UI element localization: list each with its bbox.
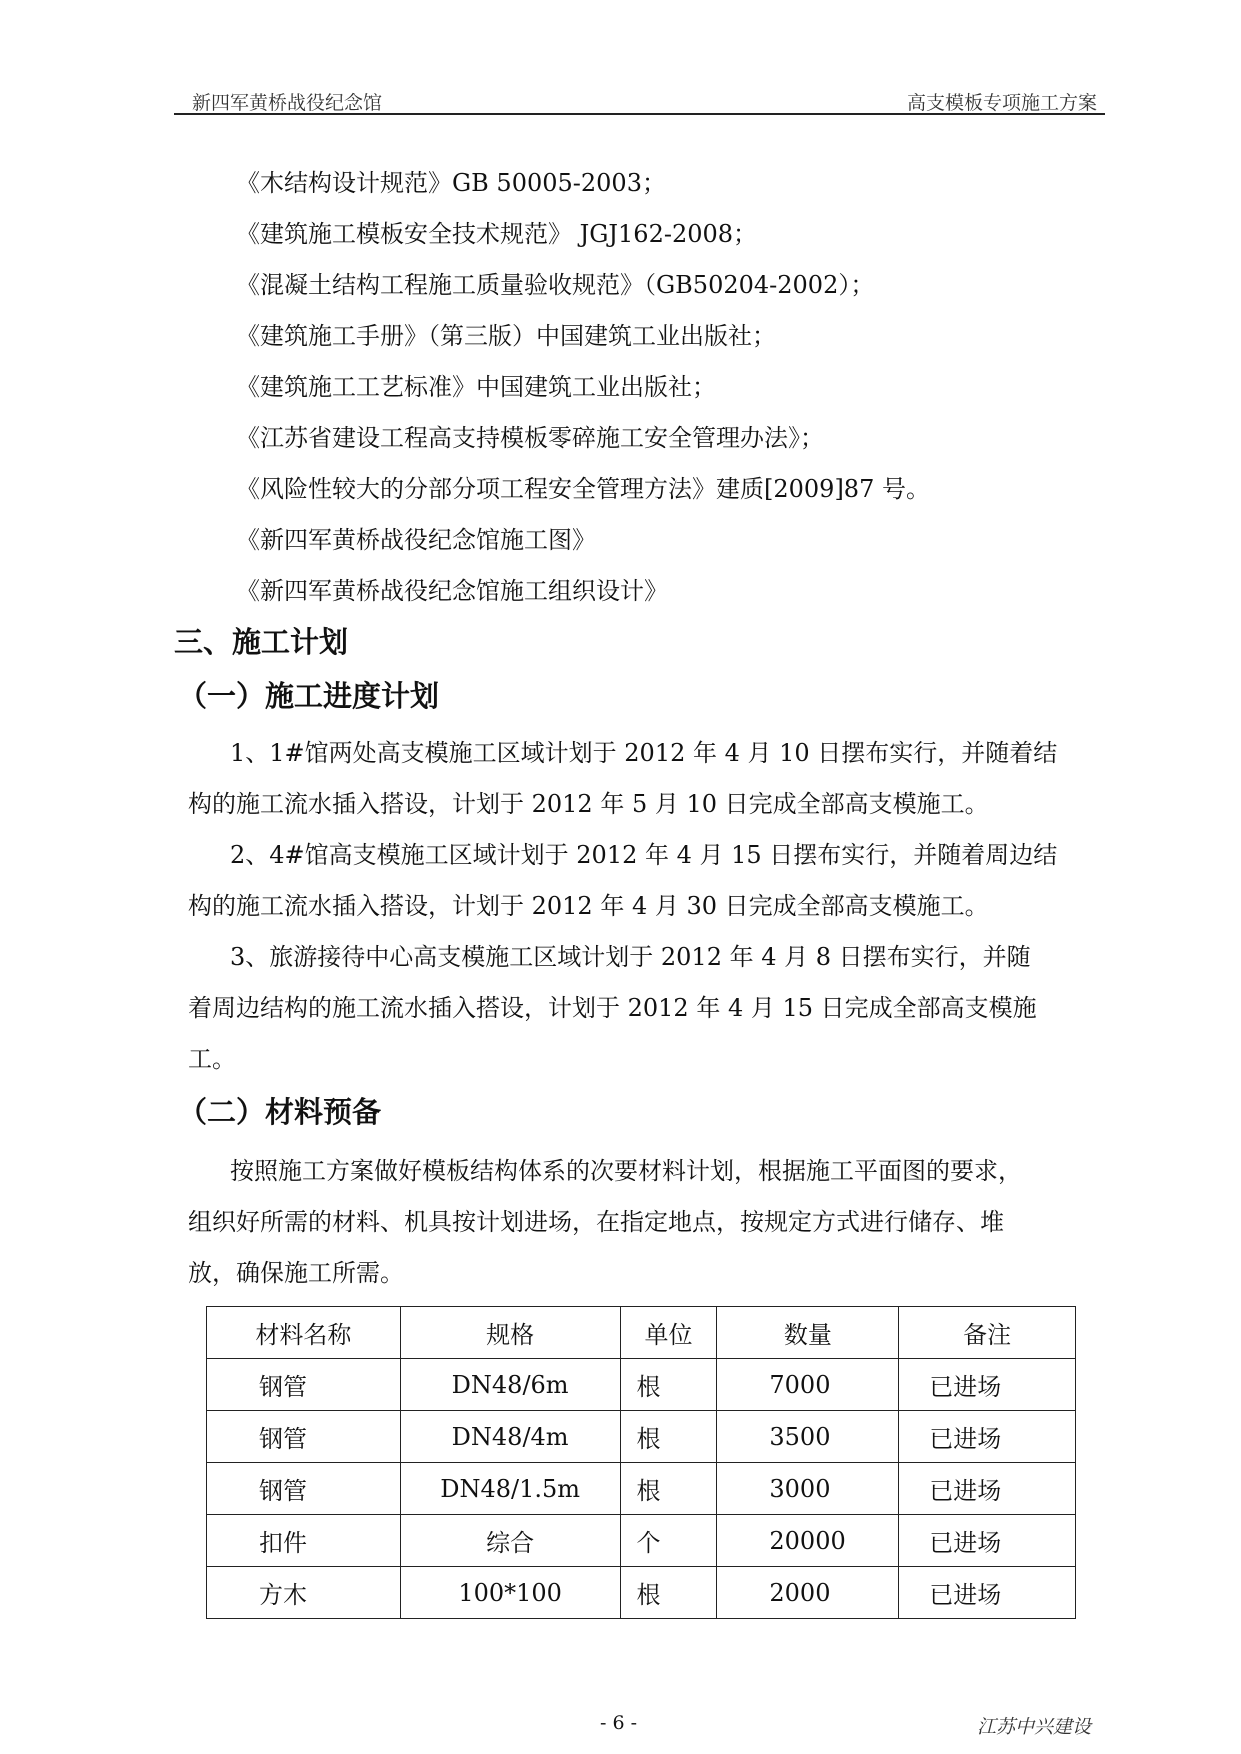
table-cell: 20000: [717, 1515, 899, 1567]
header-document-title: 高支模板专项施工方案: [906, 92, 1097, 114]
table-cell: 方木: [207, 1567, 401, 1619]
table-cell: 根: [620, 1411, 717, 1463]
table-cell: DN48/1.5m: [400, 1463, 620, 1515]
reference-item: 《新四军黄桥战役纪念馆施工组织设计》: [236, 577, 668, 605]
table-cell: 2000: [717, 1567, 899, 1619]
paragraph-line: 3、旅游接待中心高支模施工区域计划于 2012 年 4 月 8 日摆布实行，并随: [230, 943, 1031, 971]
table-cell: 钢管: [207, 1359, 401, 1411]
schedule-item-2: [188, 830, 1103, 932]
table-row: [207, 1463, 1076, 1515]
table-cell: 钢管: [207, 1463, 401, 1515]
section-heading: 三、施工计划: [174, 625, 349, 659]
page-number: - 6 -: [600, 1712, 638, 1734]
table-cell: 已进场: [899, 1567, 1076, 1619]
column-header: 备注: [899, 1307, 1076, 1359]
table-cell: 根: [620, 1567, 717, 1619]
table-cell: 已进场: [899, 1359, 1076, 1411]
reference-item: 《风险性较大的分部分项工程安全管理方法》建质[2009]87 号。: [236, 475, 930, 503]
column-header: 单位: [620, 1307, 717, 1359]
table-cell: 100*100: [400, 1567, 620, 1619]
reference-item: 《建筑施工手册》（第三版）中国建筑工业出版社；: [236, 322, 776, 350]
paragraph-line: 放，确保施工所需。: [188, 1259, 404, 1287]
reference-list: [236, 158, 930, 617]
table-row: [207, 1411, 1076, 1463]
table-row: [207, 1567, 1076, 1619]
column-header: 数量: [717, 1307, 899, 1359]
reference-item: 《木结构设计规范》GB 50005-2003；: [236, 169, 666, 197]
materials-table: [206, 1306, 1076, 1619]
table-cell: DN48/4m: [400, 1411, 620, 1463]
table-cell: 已进场: [899, 1515, 1076, 1567]
header-project-name: 新四军黄桥战役纪念馆: [192, 92, 383, 114]
table-cell: DN48/6m: [400, 1359, 620, 1411]
reference-item: 《江苏省建设工程高支持模板零碎施工安全管理办法》；: [236, 424, 824, 452]
table-cell: 7000: [717, 1359, 899, 1411]
table-cell: 已进场: [899, 1411, 1076, 1463]
table-cell: 钢管: [207, 1411, 401, 1463]
reference-item: 《新四军黄桥战役纪念馆施工图》: [236, 526, 596, 554]
table-header-row: [207, 1307, 1076, 1359]
table-cell: 扣件: [207, 1515, 401, 1567]
table-cell: 根: [620, 1359, 717, 1411]
paragraph-line: 工。: [188, 1045, 236, 1073]
paragraph-line: 构的施工流水插入搭设，计划于 2012 年 5 月 10 日完成全部高支模施工。: [188, 790, 989, 818]
subsection-heading-materials: （二）材料预备: [178, 1095, 382, 1129]
reference-item: 《建筑施工模板安全技术规范》 JGJ162-2008；: [236, 220, 758, 248]
footer-company: 江苏中兴建设: [976, 1716, 1091, 1738]
reference-item: 《混凝土结构工程施工质量验收规范》（GB50204-2002）；: [236, 271, 875, 299]
reference-item: 《建筑施工工艺标准》中国建筑工业出版社；: [236, 373, 716, 401]
header-divider: [174, 113, 1105, 115]
subsection-heading-schedule: （一）施工进度计划: [178, 679, 440, 713]
paragraph-line: 2、4#馆高支模施工区域计划于 2012 年 4 月 15 日摆布实行，并随着周边结: [230, 841, 1058, 869]
table-cell: 根: [620, 1463, 717, 1515]
page-header: [174, 78, 1105, 112]
materials-paragraph: [188, 1146, 1103, 1299]
paragraph-line: 组织好所需的材料、机具按计划进场，在指定地点，按规定方式进行储存、堆: [188, 1208, 1004, 1236]
table-cell: 3000: [717, 1463, 899, 1515]
paragraph-line: 构的施工流水插入搭设，计划于 2012 年 4 月 30 日完成全部高支模施工。: [188, 892, 989, 920]
table-cell: 3500: [717, 1411, 899, 1463]
table-cell: 综合: [400, 1515, 620, 1567]
table-cell: 已进场: [899, 1463, 1076, 1515]
paragraph-line: 按照施工方案做好模板结构体系的次要材料计划，根据施工平面图的要求，: [230, 1157, 1022, 1185]
column-header: 规格: [400, 1307, 620, 1359]
table-row: [207, 1515, 1076, 1567]
schedule-item-1: [188, 728, 1103, 830]
schedule-item-3: [188, 932, 1103, 1085]
table-row: [207, 1359, 1076, 1411]
table-cell: 个: [620, 1515, 717, 1567]
column-header: 材料名称: [207, 1307, 401, 1359]
paragraph-line: 1、1#馆两处高支模施工区域计划于 2012 年 4 月 10 日摆布实行，并随着结: [230, 739, 1058, 767]
paragraph-line: 着周边结构的施工流水插入搭设，计划于 2012 年 4 月 15 日完成全部高支模施: [188, 994, 1037, 1022]
